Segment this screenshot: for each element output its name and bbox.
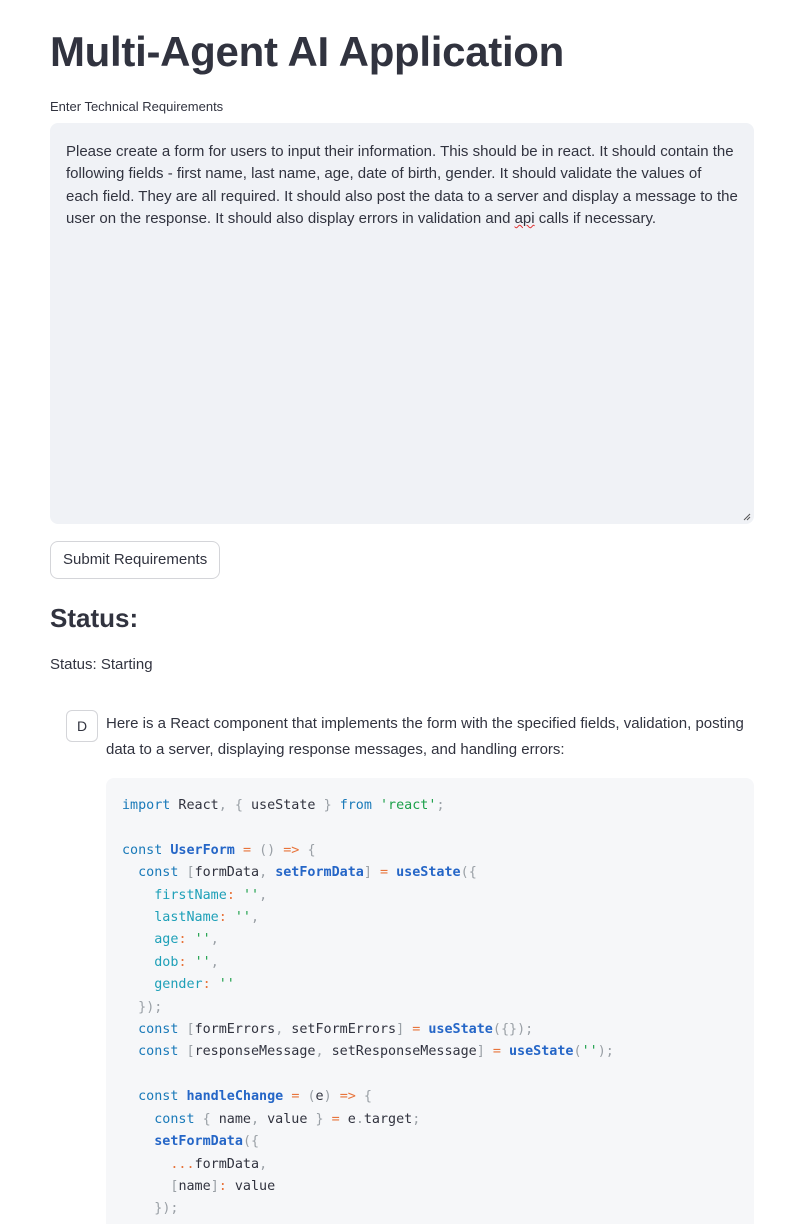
assistant-avatar: D bbox=[66, 710, 98, 742]
status-text: Status: Starting bbox=[50, 656, 153, 673]
requirements-text[interactable] bbox=[50, 123, 754, 524]
code-line: ...formData, bbox=[170, 1156, 268, 1172]
requirements-text-end: calls if necessary. bbox=[534, 210, 657, 228]
code-line bbox=[122, 817, 738, 839]
code-line: dob: '', bbox=[154, 954, 219, 970]
submit-requirements-button[interactable]: Submit Requirements bbox=[50, 541, 220, 579]
code-line: }); bbox=[138, 999, 163, 1015]
code-line: [name]: value bbox=[170, 1178, 276, 1194]
requirements-text-start: Please create a form for users to input their information. This should be in react. It should contain the following fields - first name, last name, age, date of birth, gender. It should validate the values of each field. They are all required. It should also post the data to a server and display a message to the user on the response. It should also display errors in validation and bbox=[66, 143, 742, 228]
page-title: Multi-Agent AI Application bbox=[50, 28, 565, 75]
code-line bbox=[122, 1064, 738, 1086]
code-line: const [formData, setFormData] = useState({ bbox=[138, 865, 477, 881]
requirements-textarea[interactable] bbox=[50, 123, 754, 524]
status-heading: Status: bbox=[50, 603, 139, 633]
code-line: const UserForm = () => { bbox=[122, 842, 316, 858]
code-line: age: '', bbox=[154, 932, 219, 948]
code-line: import React, { useState } from 'react'; bbox=[122, 798, 445, 813]
code-line: lastName: '', bbox=[154, 910, 260, 926]
code-line: const handleChange = (e) => { bbox=[138, 1089, 372, 1105]
code-line: }); bbox=[154, 1201, 179, 1217]
code-line: setFormData({ bbox=[154, 1134, 260, 1150]
code-line: const { name, value } = e.target; bbox=[154, 1111, 421, 1127]
requirements-label: Enter Technical Requirements bbox=[50, 99, 224, 114]
code-line: const [responseMessage, setResponseMessage] = useState(''); bbox=[138, 1044, 614, 1060]
code-line: firstName: '', bbox=[154, 887, 268, 903]
resize-handle-icon[interactable] bbox=[743, 513, 751, 521]
code-line: gender: '' bbox=[154, 977, 235, 993]
misspelled-word: api bbox=[514, 210, 535, 228]
chat-message: Here is a React component that implements the form with the specified fields, validation, posting data to a server, displaying response messages, and handling errors: bbox=[106, 715, 744, 758]
code-line: const [formErrors, setFormErrors] = useState({}); bbox=[138, 1022, 534, 1038]
code-block bbox=[106, 778, 754, 1224]
code-content bbox=[122, 795, 738, 1221]
